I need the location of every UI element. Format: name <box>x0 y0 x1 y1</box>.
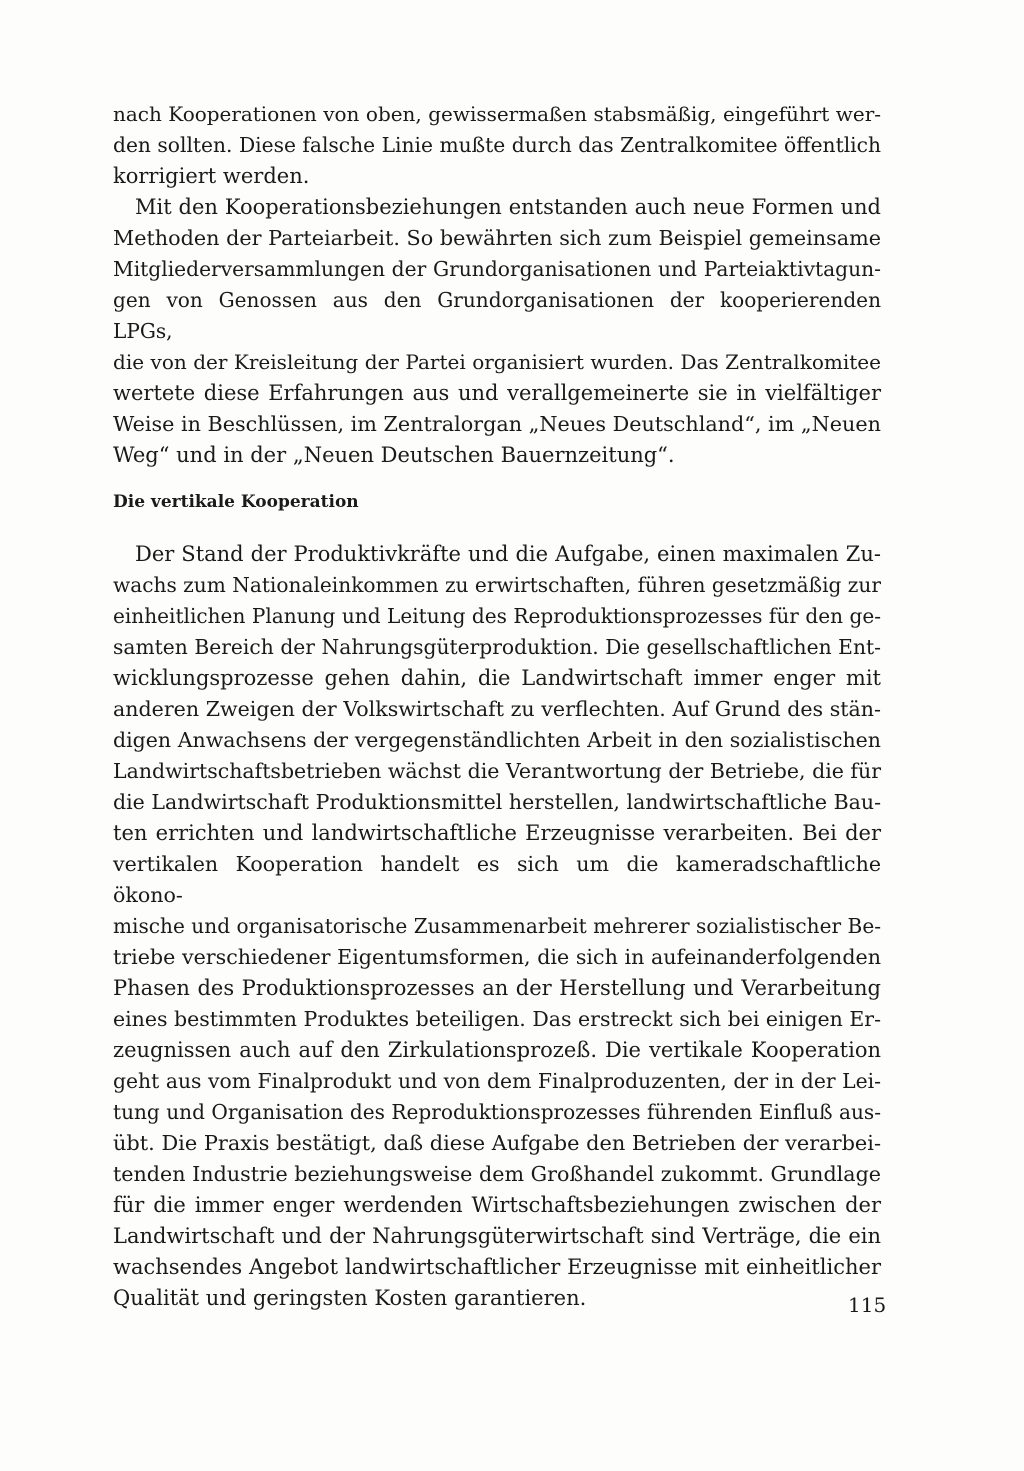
text-line: Mit den Kooperationsbeziehungen entstanden auch neue Formen und <box>135 195 881 219</box>
text-line: zeugnissen auch auf den Zirkulationsprozeß. Die vertikale Kooperation <box>113 1038 881 1062</box>
text-line: die Landwirtschaft Produktionsmittel herstellen, landwirtschaftliche Bau- <box>113 790 881 814</box>
text-line: digen Anwachsens der vergegenständlichten Arbeit in den sozialistischen <box>113 728 881 752</box>
text-line: samten Bereich der Nahrungsgüterproduktion. Die gesellschaftlichen Ent- <box>113 635 881 659</box>
text-line: geht aus vom Finalprodukt und von dem Finalproduzenten, der in der Lei- <box>113 1069 881 1093</box>
text-line: mische und organisatorische Zusammenarbeit mehrerer sozialistischer Be- <box>113 914 881 938</box>
text-line: Der Stand der Produktivkräfte und die Aufgabe, einen maximalen Zu- <box>135 542 881 566</box>
text-line: Qualität und geringsten Kosten garantieren. <box>113 1286 587 1310</box>
text-line: die von der Kreisleitung der Partei organisiert wurden. Das Zentralkomitee <box>113 350 881 374</box>
text-line: tung und Organisation des Reproduktionsprozesses führenden Einfluß aus- <box>113 1100 881 1124</box>
text-line: gen von Genossen aus den Grundorganisationen der kooperierenden LPGs, <box>113 288 881 343</box>
text-line: Phasen des Produktionsprozesses an der Herstellung und Verarbeitung <box>113 976 881 1000</box>
text-line: tenden Industrie beziehungsweise dem Großhandel zukommt. Grundlage <box>113 1162 881 1186</box>
text-line: für die immer enger werdenden Wirtschaftsbeziehungen zwischen der <box>113 1193 881 1217</box>
text-line: vertikalen Kooperation handelt es sich um die kameradschaftliche ökono- <box>113 852 881 907</box>
text-line: eines bestimmten Produktes beteiligen. Das erstreckt sich bei einigen Er- <box>113 1007 881 1031</box>
body-text-bottom <box>113 539 881 1314</box>
text-line: wertete diese Erfahrungen aus und verallgemeinerte sie in vielfältiger <box>113 381 881 405</box>
text-line: den sollten. Diese falsche Linie mußte durch das Zentralkomitee öffentlich <box>113 133 881 157</box>
text-line: Landwirtschaftsbetrieben wächst die Verantwortung der Betriebe, die für <box>113 759 881 783</box>
section-heading: Die vertikale Kooperation <box>113 492 359 512</box>
text-line: anderen Zweigen der Volkswirtschaft zu verflechten. Auf Grund des stän- <box>113 697 881 721</box>
paragraph-party-work <box>113 192 881 471</box>
text-line: ten errichten und landwirtschaftliche Erzeugnisse verarbeiten. Bei der <box>113 821 881 845</box>
text-line: triebe verschiedener Eigentumsformen, die sich in aufeinanderfolgenden <box>113 945 881 969</box>
body-text-top <box>113 99 881 471</box>
text-line: wachsendes Angebot landwirtschaftlicher Erzeugnisse mit einheitlicher <box>113 1255 881 1279</box>
text-line: einheitlichen Planung und Leitung des Reproduktionsprozesses für den ge- <box>113 604 881 628</box>
text-line: nach Kooperationen von oben, gewissermaßen stabsmäßig, eingeführt wer- <box>113 102 881 126</box>
paragraph-vertical-cooperation <box>113 539 881 1314</box>
text-line: Mitgliederversammlungen der Grundorganisationen und Parteiaktivtagun- <box>113 257 881 281</box>
page-number: 115 <box>848 1293 887 1317</box>
text-line: wicklungsprozesse gehen dahin, die Landwirtschaft immer enger mit <box>113 666 881 690</box>
text-line: Landwirtschaft und der Nahrungsgüterwirtschaft sind Verträge, die ein <box>113 1224 881 1248</box>
text-line: wachs zum Nationaleinkommen zu erwirtschaften, führen gesetzmäßig zur <box>113 573 881 597</box>
text-line: übt. Die Praxis bestätigt, daß diese Aufgabe den Betrieben der verarbei- <box>113 1131 881 1155</box>
text-line: Weise in Beschlüssen, im Zentralorgan „Neues Deutschland“, im „Neuen <box>113 412 881 436</box>
text-line: korrigiert werden. <box>113 164 310 188</box>
text-line: Weg“ und in der „Neuen Deutschen Bauernzeitung“. <box>113 443 675 467</box>
paragraph-continuation <box>113 99 881 192</box>
text-line: Methoden der Parteiarbeit. So bewährten sich zum Beispiel gemeinsame <box>113 226 881 250</box>
